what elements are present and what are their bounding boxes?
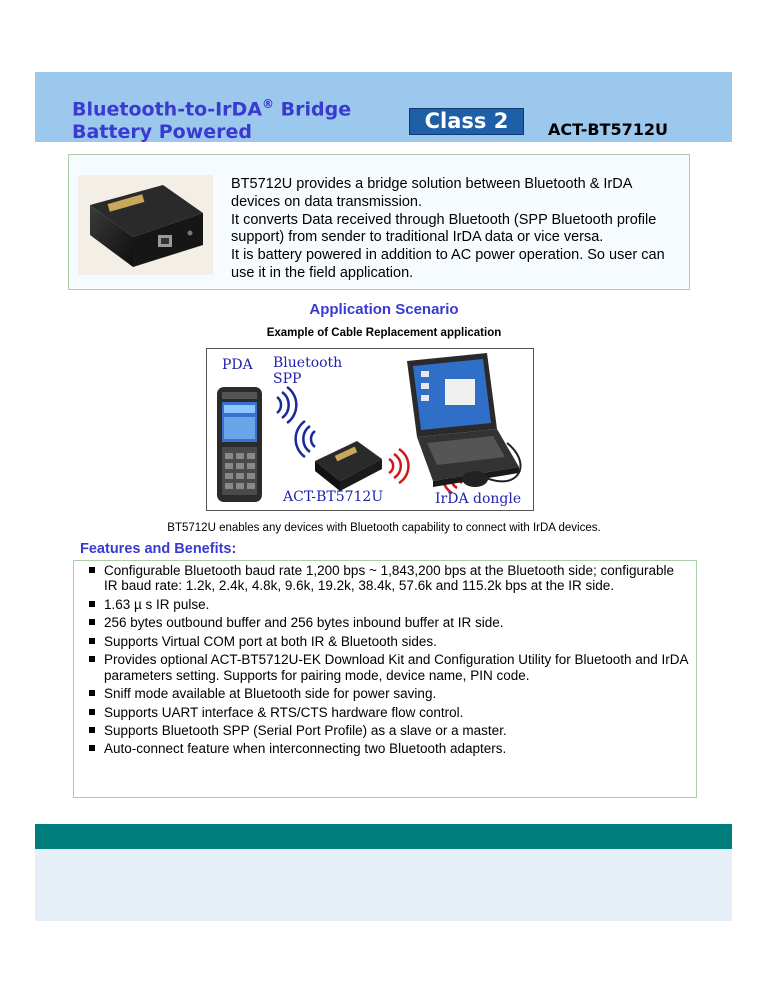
label-bridge: ACT-BT5712U [283, 489, 384, 505]
feature-item: Supports UART interface & RTS/CTS hardware flow control. [88, 705, 688, 720]
label-spp: SPP [273, 371, 302, 387]
feature-item: Configurable Bluetooth baud rate 1,200 bps ~ 1,843,200 bps at the Bluetooth side; configurable IR baud rate: 1.2k, 2.4k, 4.8k, 9.6k, 19.2k, 38.4k, 57.6k and 115.2k bps at the IR side. [88, 563, 688, 594]
feature-item: Supports Bluetooth SPP (Serial Port Profile) as a slave or a master. [88, 723, 688, 738]
feature-item: Supports Virtual COM port at both IR & Bluetooth sides. [88, 634, 688, 649]
scenario-diagram [206, 348, 534, 511]
footer-area [35, 849, 732, 921]
footer-band [35, 824, 732, 849]
ir-wave-icon [389, 449, 408, 483]
model-number: ACT-BT5712U [548, 120, 668, 139]
example-title: Example of Cable Replacement application [266, 327, 502, 339]
feature-item: 256 bytes outbound buffer and 256 bytes inbound buffer at IR side. [88, 615, 688, 630]
label-pda: PDA [222, 357, 253, 373]
feature-item: Auto-connect feature when interconnecting two Bluetooth adapters. [88, 741, 688, 756]
pda-phone-icon [217, 387, 262, 502]
class-badge: Class 2 [409, 108, 524, 135]
intro-text [231, 176, 681, 283]
bluetooth-wave-icon [296, 421, 315, 457]
bluetooth-wave-icon [277, 387, 296, 423]
features-title: Features and Benefits: [80, 541, 237, 557]
scenario-illustration [207, 349, 533, 510]
intro-paragraph: It is battery powered in addition to AC power operation. So user can use it in the field application. [231, 247, 665, 281]
product-title: Bluetooth-to-IrDA® Bridge Battery Powered [72, 97, 352, 144]
feature-item: 1.63 µ s IR pulse. [88, 597, 688, 612]
features-list [88, 563, 688, 760]
section-title-application-scenario: Application Scenario [309, 301, 459, 318]
device-photo [78, 175, 213, 275]
laptop-icon [407, 353, 519, 487]
irda-dongle-icon [462, 471, 488, 487]
label-irda-dongle: IrDA dongle [435, 491, 522, 507]
intro-paragraph: It converts Data received through Bluetooth (SPP Bluetooth profile support) from sender to traditional IrDA data or vice versa. [231, 211, 657, 246]
intro-paragraph: BT5712U provides a bridge solution between Bluetooth & IrDA devices on data transmission. [231, 176, 632, 210]
bridge-device-icon [315, 441, 382, 491]
feature-item: Provides optional ACT-BT5712U-EK Download Kit and Configuration Utility for Bluetooth and IrDA parameters setting. Supports for pairing mode, device name, PIN code. [88, 652, 688, 683]
diagram-caption: BT5712U enables any devices with Bluetooth capability to connect with IrDA devices. [167, 522, 601, 534]
label-bluetooth: Bluetooth [273, 355, 343, 371]
feature-item: Sniff mode available at Bluetooth side for power saving. [88, 686, 688, 701]
